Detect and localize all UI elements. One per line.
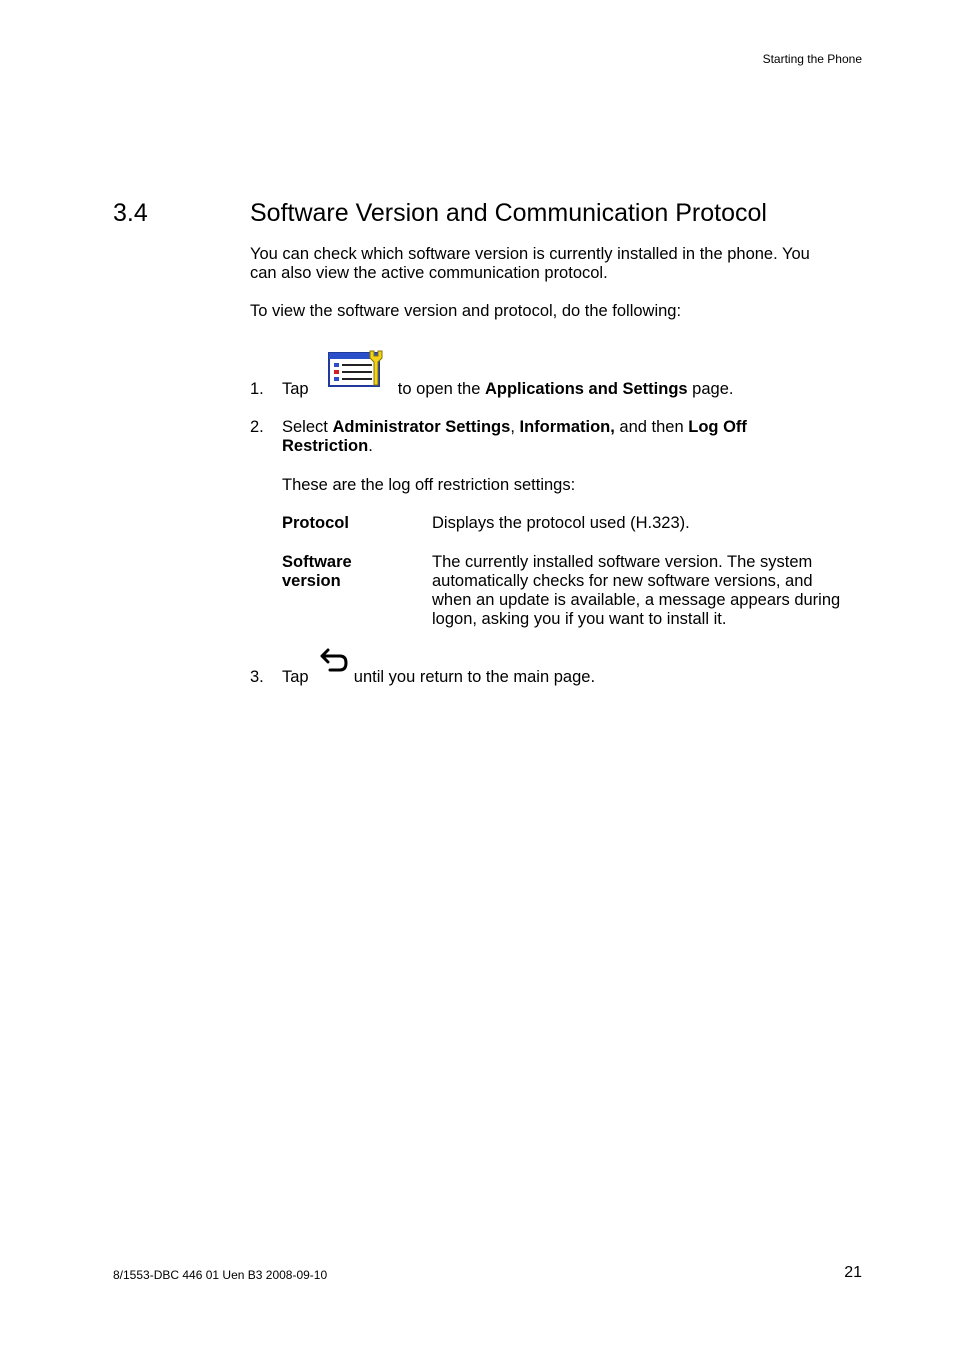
definition-term-protocol: Protocol xyxy=(282,514,349,532)
page-number: 21 xyxy=(844,1264,862,1281)
intro-line-2: can also view the active communication protocol. xyxy=(250,264,608,282)
step-2-information: Information, xyxy=(519,418,615,436)
definition-term-software-version: Software version xyxy=(282,553,352,590)
section-number: 3.4 xyxy=(113,199,148,227)
document-id: 8/1553-DBC 446 01 Uen B3 2008-09-10 xyxy=(113,1268,328,1282)
step-2-restriction: Restriction xyxy=(282,437,369,455)
definition-desc-software-version: The currently installed software version. The system automatically checks for new software versions, and when an update is available, a message appears during logon, asking you if you want to install it. xyxy=(432,553,841,628)
definition-desc-protocol: Displays the protocol used (H.323). xyxy=(432,514,690,532)
step-2-note: These are the log off restriction settings: xyxy=(282,476,576,494)
step-2-select: Select xyxy=(282,418,328,436)
step-1-post: page. xyxy=(692,380,734,398)
step-1-number: 1. xyxy=(250,380,264,398)
step-1-tap: Tap xyxy=(282,380,309,398)
step-2-number: 2. xyxy=(250,418,264,436)
step-1-pre: to open the xyxy=(397,380,481,398)
back-arrow-icon[interactable] xyxy=(318,648,350,683)
section-title: Software Version and Communication Protocol xyxy=(250,199,767,227)
running-header: Starting the Phone xyxy=(762,52,862,66)
intro-line-1: You can check which software version is currently installed in the phone. You xyxy=(250,245,810,263)
step-2-log-off: Log Off xyxy=(688,418,747,436)
intro-paragraph xyxy=(250,245,870,283)
step-3-tap: Tap xyxy=(282,668,309,686)
step-1-bold: Applications and Settings xyxy=(484,380,688,398)
instruction-paragraph: To view the software version and protocol, do the following: xyxy=(250,302,682,320)
step-3-text xyxy=(282,668,842,687)
step-3-post: until you return to the main page. xyxy=(353,668,596,686)
applications-settings-icon[interactable] xyxy=(328,349,386,394)
step-2-administrator-settings: Administrator Settings xyxy=(332,418,511,436)
step-3-number: 3. xyxy=(250,668,264,686)
step-2-text: Select Administrator Settings, Information, and then Log Off Restriction. xyxy=(282,418,747,455)
